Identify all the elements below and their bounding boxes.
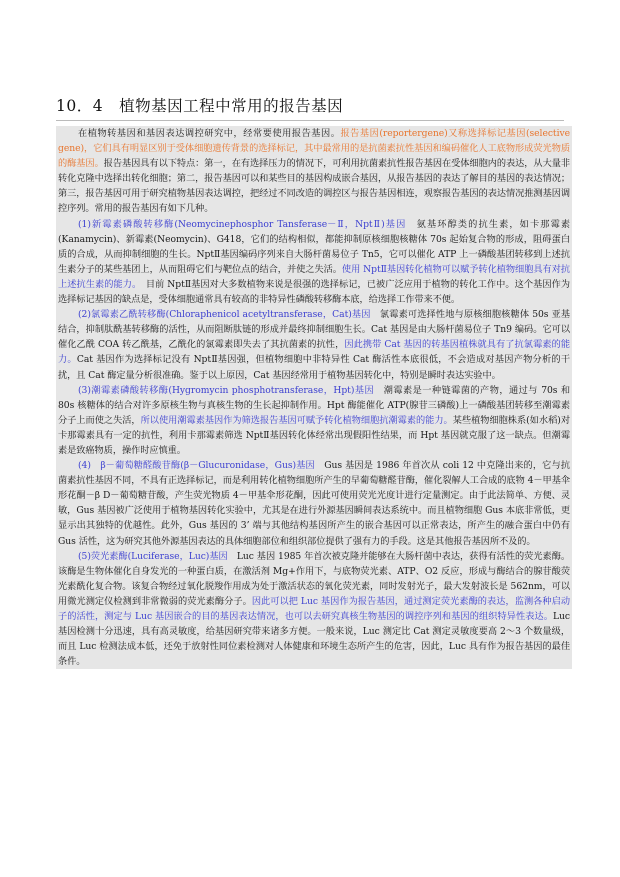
- text-run: Luc 基因检测十分迅速，具有高灵敏度，给基因研究带来诸多方便。一般来说，Luc 测定比 Cat 测定灵敏度要高 2～3 个数量级，而且 Luc 检测法成本低，还免于放射性同位素检测对人体健康和环境生态所产生的危害，因此，Luc 具有作为报告基因的最佳条件。: [58, 611, 570, 668]
- section-title: 10．4 植物基因工程中常用的报告基因: [56, 94, 564, 121]
- paragraph-3: [58, 307, 570, 382]
- text-run: Cat 基因作为选择标记没有 NptⅡ基因强，但植物细胞中非特异性 Cat 酶活性本底很低，不会造成对基因产物分析的干扰，且 Cat 酶定量分析很准确。鉴于以上原因，Cat 基因经常用于植物基因转化中，特别是瞬时表达实验中。: [58, 354, 570, 381]
- text-run: 潮霉素是一种链霉菌的产物，通过与 70s 和 80s 核糖体的结合对许多原核生物与真核生物的生长起抑制作用。Hpt 酶能催化 ATP(腺苷三磷酸)上一磷酸基团转移至潮霉素分子上而使之失活，: [58, 384, 570, 426]
- text-run: 报告基因具有以下特点：第一，在有选择压力的情况下，可利用抗菌素抗性报告基因在受体细胞内的表达，从大量非转化克隆中选择出转化细胞；第二，报告基因可以和某些目的基因构成嵌合基因，从报告基因的表达了解目的基因的表达情况；第三，报告基因可用于研究植物基因表达调控，把经过不同改造的调控区与报告基因相连，观察报告基因的表达情况推测基因调控序列。常用的报告基因有如下几种。: [58, 158, 570, 215]
- highlighted-text-run: 所以使用潮霉素基因作为筛选报告基因可赋予转化植物细胞抗潮霉素的能力。: [140, 414, 453, 426]
- highlighted-text-run: (5)荧光素酶(Luciferase，Luc)基因: [78, 550, 228, 562]
- paragraph-6: [58, 549, 570, 670]
- highlighted-text-run: (2)氯霉素乙酰转移酶(Chloraphenicol acetyltransferase，Cat)基因: [78, 309, 371, 321]
- text-run: 某些植物细胞株系(如水稻)对卡那霉素具有一定的抗性，利用卡那霉素筛选 NptⅡ基因转化体经常出现假阳性结果，而 Hpt 基因就克服了这一缺点。但潮霉素是致癌物质，操作时应慎重。: [58, 414, 570, 456]
- paragraph-5: [58, 458, 570, 549]
- text-run: 氨基环醇类的抗生素，如卡那霉素(Kanamycin)、新霉素(Neomycin)、G418，它们的结构相似，都能抑制原核细胞核糖体 70s 起始复合物的形成，阻碍蛋白质的合成，从而抑制细胞的生长。NptⅡ基因编码序列来自大肠杆菌易位子 Tn5，它可以催化 ATP 上一磷酸基团转移到上述抗生素分子的某些基团上，从而阻碍它们与靶位点的结合，并使之失活。: [58, 218, 571, 275]
- paragraph-2: [58, 217, 570, 308]
- highlighted-text-run: (4) β－葡萄糖醛酸苷酶(β－Glucuronidase，Gus)基因: [78, 460, 315, 472]
- highlighted-text-run: (1)新霉素磷酸转移酶(Neomycinephosphor Tansferase－Ⅱ，NptⅡ)基因: [78, 218, 407, 230]
- text-run: 氯霉素可选择性地与原核细胞核糖体 50s 亚基结合，抑制肽酰基转移酶的活性，从而阻断肽链的形成并最终抑制细胞生长。Cat 基因是由大肠杆菌易位子 Tn9 编码。它可以催化乙酰 COA 转乙酰基，乙酰化的氯霉素即失去了其抗菌素的抗性，: [58, 309, 570, 351]
- text-run: 目前 NptⅡ基因对大多数植物来说是很强的选择标记，已被广泛应用于植物的转化工作中。这个基因作为选择标记基因的缺点是，受体细胞通常具有较高的非特异性磷酸转移酶本底，给选择工作带来不便。: [58, 278, 571, 306]
- body-text: [56, 126, 572, 669]
- highlighted-text-run: 因此可以把 Luc 基因作为报告基因，通过测定荧光素酶的表达，监测各种启动子的活性，测定与 Luc 基因嵌合的目的基因表达情况，也可以去研究真核生物基因的调控序列和基因的组织特异性表达。: [58, 595, 571, 622]
- paragraph-1: [58, 126, 570, 217]
- highlighted-text-run: 报告基因(reportergene)又称选择标记基因(selective gene)，它们具有明显区别于受体细胞遗传背景的选择标记，其中最常用的是抗菌素抗性基因和编码催化人工底物形成荧光物质的酶基因。: [58, 128, 570, 170]
- highlighted-text-run: (3)潮霉素磷酸转移酶(Hygromycin phosphotransferase，Hpt)基因: [78, 384, 375, 396]
- text-run: Luc 基因 1985 年首次被克隆并能够在大肠杆菌中表达，获得有活性的荧光素酶。该酶是生物体催化自身发光的一种蛋白质，在激活剂 Mg+作用下，与底物荧光素、ATP、O2 反应，形成与酶结合的腺苷酸荧光素酰化复合物。该复合物经过氧化脱羧作用成为处于激活状态的氧化荧光素，同时发射光子，最大发射波长是 562nm，可以用微光测定仪检测到非常微弱的荧光素酶分子。: [58, 550, 570, 607]
- text-run: Gus 基因是 1986 年首次从 coli 12 中克隆出来的，它与抗菌素抗性基因不同，不具有正选择标记，而是利用转化植物细胞所产生的早葡萄糖醛苷酶，催化裂解人工合成的底物 4－甲基伞形花酮－β D－葡萄糖苷酸，产生荧光物质 4－甲基伞形花酮，因此可使用荧光光度计进行定量测定。由于此法简单、方便、灵敏，Gus 基因被广泛使用于植物基因转化实验中，尤其是在进行外源基因瞬间表达系统中。而且植物细胞 Gus 本底非常低，更显示出其独特的优越性。此外，Gus 基因的 3’ 端与其他结构基因所产生的嵌合基因可以正常表达，所产生的融合蛋白中仍有 Gus 活性，这为研究其他外源基因表达的具体细胞部位和组织部位提供了强有力的手段。这是其他报告基因所不及的。: [58, 460, 570, 547]
- highlighted-text-run: 使用 NptⅡ基因转化植物可以赋予转化植物细胞具有对抗上述抗生素的能力。: [58, 263, 570, 290]
- highlighted-text-run: 因此携带 Cat 基因的转基因植株就具有了抗氯霉素的能力。: [58, 339, 570, 366]
- paragraph-4: [58, 383, 570, 458]
- text-run: 在植物转基因和基因表达调控研究中，经常要使用报告基因。: [78, 128, 341, 139]
